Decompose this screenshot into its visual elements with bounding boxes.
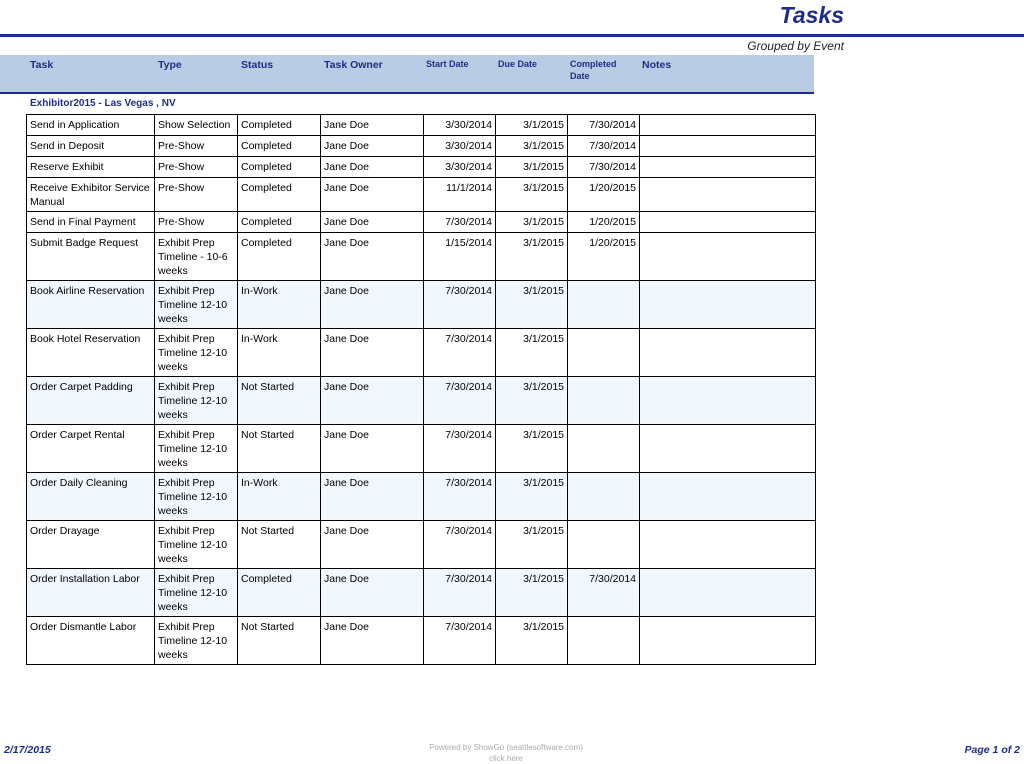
cell-status: Completed	[238, 212, 321, 233]
cell-due-date: 3/1/2015	[496, 233, 568, 281]
click-here-link[interactable]: click here	[489, 754, 523, 763]
cell-start-date: 7/30/2014	[424, 377, 496, 425]
powered-by-text: Powered by ShowGo (seattlesoftware.com)	[429, 743, 583, 752]
cell-type: Exhibit Prep Timeline 12-10 weeks	[155, 617, 238, 665]
cell-status: In-Work	[238, 281, 321, 329]
cell-owner: Jane Doe	[321, 115, 424, 136]
cell-notes	[640, 178, 816, 212]
column-header-status: Status	[241, 59, 274, 71]
column-header-type: Type	[158, 59, 182, 71]
cell-start-date: 11/1/2014	[424, 178, 496, 212]
cell-notes	[640, 233, 816, 281]
cell-due-date: 3/1/2015	[496, 425, 568, 473]
cell-task: Submit Badge Request	[27, 233, 155, 281]
cell-status: In-Work	[238, 329, 321, 377]
table-row	[27, 569, 816, 617]
cell-type: Exhibit Prep Timeline 12-10 weeks	[155, 521, 238, 569]
cell-type: Exhibit Prep Timeline 12-10 weeks	[155, 473, 238, 521]
table-row	[27, 212, 816, 233]
footer-date: 2/17/2015	[4, 744, 51, 756]
table-row	[27, 425, 816, 473]
column-header-completed-date	[570, 58, 617, 82]
cell-completed-date: 1/20/2015	[568, 178, 640, 212]
cell-start-date: 7/30/2014	[424, 281, 496, 329]
column-header-owner: Task Owner	[324, 59, 383, 71]
cell-due-date: 3/1/2015	[496, 157, 568, 178]
cell-task: Receive Exhibitor Service Manual	[27, 178, 155, 212]
column-header-notes: Notes	[642, 59, 672, 71]
cell-type: Exhibit Prep Timeline 12-10 weeks	[155, 569, 238, 617]
cell-owner: Jane Doe	[321, 569, 424, 617]
cell-due-date: 3/1/2015	[496, 178, 568, 212]
cell-start-date: 7/30/2014	[424, 425, 496, 473]
event-group-title: Exhibitor2015 - Las Vegas , NV	[30, 98, 176, 109]
cell-start-date: 7/30/2014	[424, 329, 496, 377]
table-row	[27, 233, 816, 281]
cell-notes	[640, 115, 816, 136]
cell-owner: Jane Doe	[321, 157, 424, 178]
table-row	[27, 136, 816, 157]
cell-task: Send in Final Payment	[27, 212, 155, 233]
cell-owner: Jane Doe	[321, 617, 424, 665]
cell-completed-date	[568, 377, 640, 425]
cell-notes	[640, 617, 816, 665]
column-header-band	[0, 55, 814, 94]
cell-owner: Jane Doe	[321, 212, 424, 233]
cell-due-date: 3/1/2015	[496, 617, 568, 665]
cell-due-date: 3/1/2015	[496, 569, 568, 617]
cell-owner: Jane Doe	[321, 136, 424, 157]
cell-notes	[640, 281, 816, 329]
cell-start-date: 1/15/2014	[424, 233, 496, 281]
cell-owner: Jane Doe	[321, 473, 424, 521]
footer-page-number: Page 1 of 2	[964, 744, 1020, 756]
cell-due-date: 3/1/2015	[496, 281, 568, 329]
table-row	[27, 178, 816, 212]
cell-task: Send in Application	[27, 115, 155, 136]
cell-status: Completed	[238, 136, 321, 157]
cell-completed-date: 1/20/2015	[568, 233, 640, 281]
cell-task: Order Carpet Rental	[27, 425, 155, 473]
cell-completed-date	[568, 329, 640, 377]
column-header-completed-line2: Date	[570, 71, 590, 81]
cell-due-date: 3/1/2015	[496, 521, 568, 569]
cell-task: Book Hotel Reservation	[27, 329, 155, 377]
cell-notes	[640, 425, 816, 473]
cell-status: Not Started	[238, 425, 321, 473]
cell-completed-date: 7/30/2014	[568, 115, 640, 136]
cell-task: Send in Deposit	[27, 136, 155, 157]
cell-notes	[640, 377, 816, 425]
table-row	[27, 617, 816, 665]
cell-start-date: 7/30/2014	[424, 521, 496, 569]
table-row	[27, 281, 816, 329]
cell-type: Pre-Show	[155, 157, 238, 178]
cell-due-date: 3/1/2015	[496, 377, 568, 425]
table-row	[27, 329, 816, 377]
cell-notes	[640, 569, 816, 617]
table-row	[27, 157, 816, 178]
tasks-table	[26, 114, 816, 665]
cell-notes	[640, 521, 816, 569]
column-header-completed-line1: Completed	[570, 59, 617, 69]
cell-due-date: 3/1/2015	[496, 329, 568, 377]
cell-start-date: 7/30/2014	[424, 212, 496, 233]
cell-task: Order Installation Labor	[27, 569, 155, 617]
table-row	[27, 115, 816, 136]
column-header-start-date: Start Date	[426, 59, 469, 69]
cell-completed-date: 7/30/2014	[568, 136, 640, 157]
cell-owner: Jane Doe	[321, 521, 424, 569]
cell-task: Order Drayage	[27, 521, 155, 569]
cell-completed-date	[568, 425, 640, 473]
cell-type: Pre-Show	[155, 136, 238, 157]
cell-type: Exhibit Prep Timeline 12-10 weeks	[155, 329, 238, 377]
cell-notes	[640, 212, 816, 233]
cell-start-date: 7/30/2014	[424, 569, 496, 617]
cell-task: Book Airline Reservation	[27, 281, 155, 329]
cell-task: Reserve Exhibit	[27, 157, 155, 178]
cell-completed-date: 7/30/2014	[568, 569, 640, 617]
tasks-table-body	[27, 115, 816, 665]
cell-completed-date: 1/20/2015	[568, 212, 640, 233]
cell-due-date: 3/1/2015	[496, 473, 568, 521]
cell-status: Completed	[238, 157, 321, 178]
cell-owner: Jane Doe	[321, 281, 424, 329]
title-divider	[0, 34, 1024, 37]
cell-completed-date: 7/30/2014	[568, 157, 640, 178]
cell-start-date: 3/30/2014	[424, 115, 496, 136]
cell-status: Completed	[238, 233, 321, 281]
cell-due-date: 3/1/2015	[496, 212, 568, 233]
cell-notes	[640, 157, 816, 178]
cell-owner: Jane Doe	[321, 233, 424, 281]
cell-notes	[640, 136, 816, 157]
cell-completed-date	[568, 521, 640, 569]
cell-start-date: 3/30/2014	[424, 157, 496, 178]
report-subtitle: Grouped by Event	[747, 39, 844, 53]
cell-due-date: 3/1/2015	[496, 136, 568, 157]
cell-type: Pre-Show	[155, 212, 238, 233]
cell-status: Not Started	[238, 521, 321, 569]
cell-notes	[640, 329, 816, 377]
cell-owner: Jane Doe	[321, 425, 424, 473]
cell-type: Exhibit Prep Timeline 12-10 weeks	[155, 425, 238, 473]
cell-task: Order Carpet Padding	[27, 377, 155, 425]
cell-completed-date	[568, 617, 640, 665]
cell-start-date: 7/30/2014	[424, 473, 496, 521]
cell-status: Completed	[238, 569, 321, 617]
cell-type: Exhibit Prep Timeline 12-10 weeks	[155, 377, 238, 425]
cell-due-date: 3/1/2015	[496, 115, 568, 136]
table-row	[27, 377, 816, 425]
column-header-due-date: Due Date	[498, 59, 538, 69]
table-row	[27, 521, 816, 569]
cell-status: Completed	[238, 115, 321, 136]
report-title: Tasks	[779, 2, 844, 28]
cell-completed-date	[568, 281, 640, 329]
cell-type: Pre-Show	[155, 178, 238, 212]
column-header-task: Task	[30, 59, 54, 71]
cell-type: Show Selection	[155, 115, 238, 136]
cell-owner: Jane Doe	[321, 329, 424, 377]
cell-type: Exhibit Prep Timeline - 10-6 weeks	[155, 233, 238, 281]
cell-start-date: 3/30/2014	[424, 136, 496, 157]
cell-status: Not Started	[238, 377, 321, 425]
cell-type: Exhibit Prep Timeline 12-10 weeks	[155, 281, 238, 329]
cell-status: Completed	[238, 178, 321, 212]
cell-completed-date	[568, 473, 640, 521]
footer-powered-by	[406, 742, 606, 764]
cell-owner: Jane Doe	[321, 377, 424, 425]
cell-start-date: 7/30/2014	[424, 617, 496, 665]
cell-task: Order Daily Cleaning	[27, 473, 155, 521]
cell-notes	[640, 473, 816, 521]
table-row	[27, 473, 816, 521]
cell-status: Not Started	[238, 617, 321, 665]
cell-owner: Jane Doe	[321, 178, 424, 212]
cell-task: Order Dismantle Labor	[27, 617, 155, 665]
cell-status: In-Work	[238, 473, 321, 521]
